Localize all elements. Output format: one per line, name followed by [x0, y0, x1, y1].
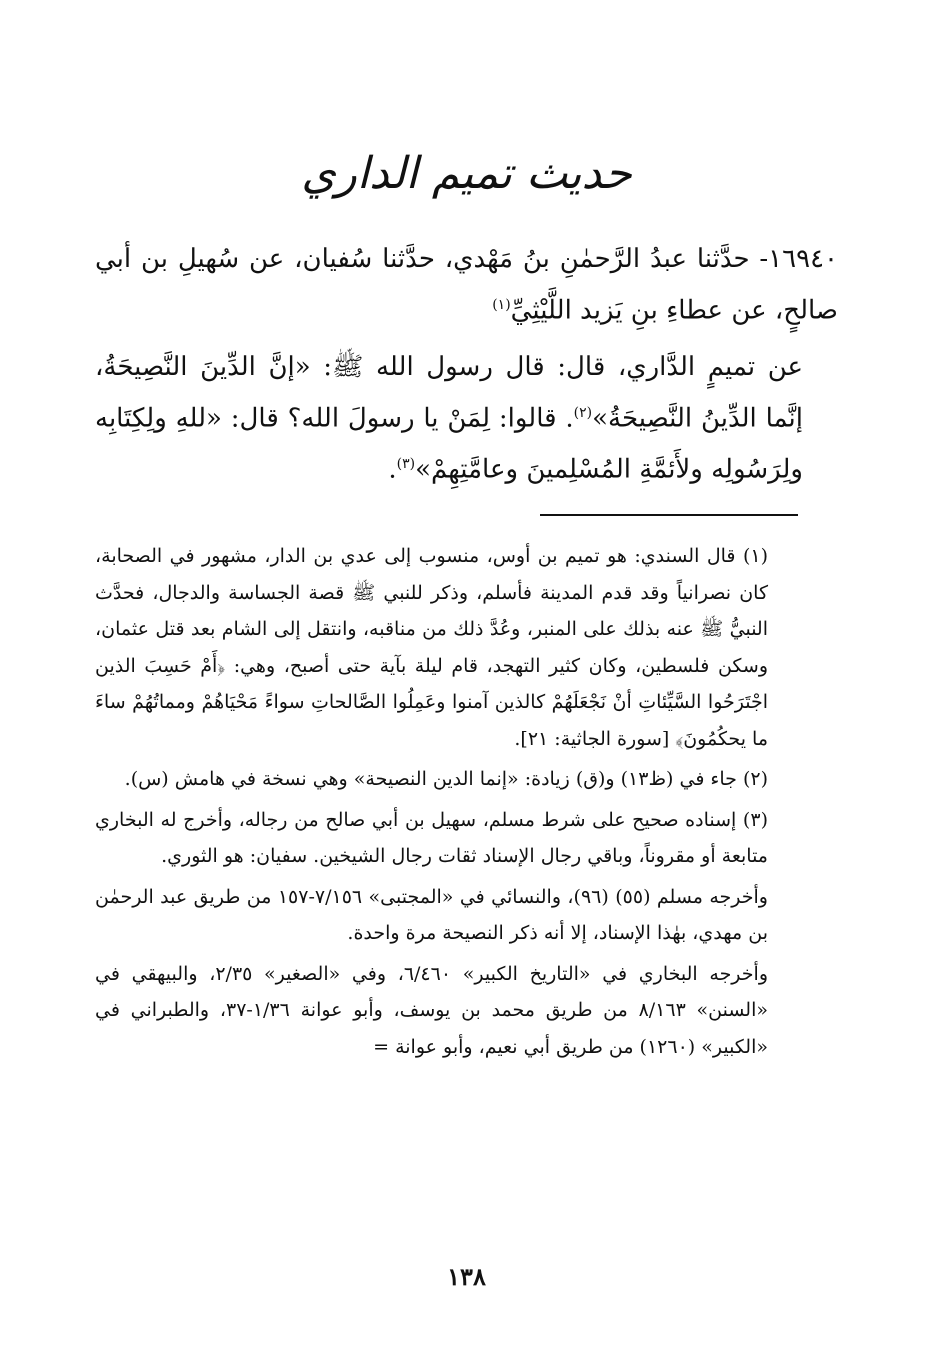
hadith-text [95, 236, 838, 493]
matn-text: عن تميمٍ الدَّاري، قال: قال رسول الله ﷺ: «إنَّ الدِّينَ النَّصِيحَةُ، إنَّما الدِّينُ النَّصِيحَةُ» [95, 351, 803, 434]
footnote-3-cont-2: وأخرجه البخاري في «التاريخ الكبير» ٦/٤٦٠، وفي «الصغير» ٢/٣٥، والبيهقي في «السنن» ٨/١٦٣ من طريق محمد بن يوسف، وأبو عوانة ١/٣٦-٣٧، والطبراني في «الكبير» (١٢٦٠) من طريق أبي نعيم، وأبو عوانة = [95, 962, 768, 1058]
section-heading: حديث تميم الداري [301, 148, 632, 199]
isnad-paragraph [95, 236, 838, 334]
footnote-ref-1[interactable]: (١) [492, 297, 511, 313]
footnote-2: (٢) جاء في (ظ١٣) و(ق) زيادة: «إنما الدين النصيحة» وهي نسخة في هامش (س). [124, 768, 768, 790]
matn-text-2: . قالوا: لِمَنْ يا رسولَ الله؟ قال: «للهِ ولِكِتَابِه ولِرَسُولِه ولأَئمَّةِ المُسْلِمينَ وعامَّتِهِمْ» [95, 403, 803, 485]
footnote-3: (٣) إسناده صحيح على شرط مسلم، سهيل بن أبي صالح من رجاله، وأخرج له البخاري متابعة أو مقروناً، وباقي رجال الإسناد ثقات رجال الشيخين. سفيان: هو الثوري. [95, 808, 768, 867]
footnotes [95, 538, 803, 1065]
footnote-1: (١) قال السندي: هو تميم بن أوس، منسوب إلى عدي بن الدار، مشهور في الصحابة، كان نصرانياً وقد قدم المدينة فأسلم، وذكر للنبي ﷺ قصة الجساسة والدجال، فحدَّث النبيُّ ﷺ عنه بذلك على المنبر، وعُدَّ ذلك من مناقبه، وانتقل إلى الشام بعد قتل عثمان، وسكن فلسطين، وكان كثير التهجد، قام ليلة بآية حتى أصبح، وهي: ﴿أَمْ حَسِبَ الذين اجْتَرَحُوا السَّيِّئاتِ أنْ نَجْعَلَهُمْ كالذين آمنوا وعَمِلُوا الصَّالحاتِ سواءً مَحْيَاهُمْ ومماتُهُمْ ساءَ ما يحكُمُونَ﴾ [سورة الجاثية: ٢١]. [95, 545, 768, 750]
page-number: ١٣٨ [447, 1262, 486, 1291]
footnote-separator [540, 514, 798, 516]
footnote-ref-3[interactable]: (٣) [396, 456, 416, 473]
isnad-text: ١٦٩٤٠- حدَّثنا عبدُ الرَّحمٰنِ بنُ مَهْدي، حدَّثنا سُفيان، عن سُهيلِ بن أبي صالحٍ، عن عطاءِ بنِ يَزيد اللَّيْثِيِّ [95, 244, 838, 326]
matn-paragraph [95, 344, 838, 493]
footnote-ref-2[interactable]: (٢) [573, 404, 593, 421]
matn-end: . [388, 454, 397, 485]
footnote-3-cont-1: وأخرجه مسلم (٥٥) (٩٦)، والنسائي في «المجتبى» ٧/١٥٦-١٥٧ من طريق عبد الرحمٰن بن مهدي، بهٰذا الإسناد، إلا أنه ذكر النصيحة مرة واحدة. [95, 885, 768, 944]
